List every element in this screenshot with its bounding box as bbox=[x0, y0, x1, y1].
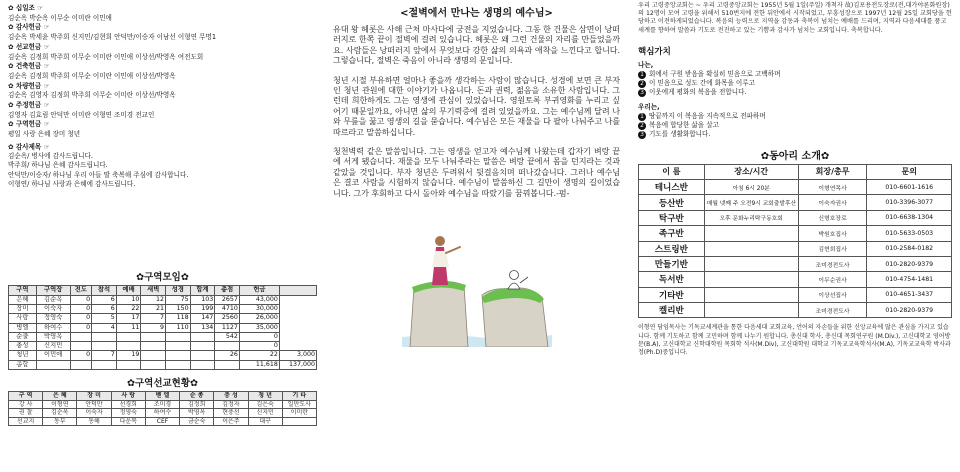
article-paragraph: 청천벽력 같은 말씀입니다. 그는 영생을 얻고자 예수님께 나왔는데 갑자기 벼랑 끝에 서게 됐습니다. 재물을 모두 나눠주라는 말씀은 벼랑 끝에서 몸을 던지라는 것과 같았을 것입니다. 부자 청년은 두려워서 뒷걸음치며 떠나갔습니다. 그러나 예수님은 결코 사람을 시험하지 않습니다. 예수님이 말씀하신 그 길만이 생명의 길이었습니다. 그가 후회하고 다시 돌아와 예수님을 따랐기를 꿈꿔봅니다.-펌- bbox=[333, 146, 620, 198]
group-meeting-title: ✿구역모임✿ bbox=[136, 272, 189, 284]
table-cell: 이미란 bbox=[282, 409, 316, 418]
table-cell: 4 bbox=[92, 323, 117, 332]
table-cell: 1127 bbox=[215, 323, 240, 332]
table-cell: 542 bbox=[215, 332, 240, 341]
table-row bbox=[9, 314, 317, 323]
article-title: <절벽에서 만나는 생명의 예수님> bbox=[400, 8, 553, 19]
table-cell: 병엘 bbox=[9, 323, 37, 332]
table-cell bbox=[116, 360, 141, 369]
table-cell: 010-4651-3437 bbox=[867, 287, 952, 302]
offering-weekly: ✿ 주정헌금 ☞ 김영자 김효림 안덕만 이미란 이형연 조미경 전교인 bbox=[8, 101, 155, 119]
table-cell: 010-5633-0503 bbox=[867, 226, 952, 241]
table-cell bbox=[141, 332, 166, 341]
table-cell: 11,618 bbox=[239, 360, 279, 369]
mission-table bbox=[8, 391, 317, 426]
table-header-row: 구 역 은 혜 장 미 사 랑 벧 엘 순 종 충 성 청 년 기 타 bbox=[9, 392, 317, 401]
table-cell: 010-6638-1304 bbox=[867, 210, 952, 225]
table-cell: 이상선집사 bbox=[798, 287, 867, 302]
table-cell bbox=[190, 332, 215, 341]
table-cell: 신지민 bbox=[36, 342, 70, 351]
cliff-illustration bbox=[402, 207, 552, 347]
table-cell: 17 bbox=[116, 314, 141, 323]
table-cell: 스트링반 bbox=[639, 241, 705, 256]
table-cell: 010-2584-0182 bbox=[867, 241, 952, 256]
group-meeting-table bbox=[8, 285, 317, 370]
table-cell: 하여수 bbox=[145, 409, 179, 418]
table-cell: 김은숙 bbox=[248, 400, 282, 409]
clubs-title: ✿동아리 소개✿ bbox=[760, 150, 830, 162]
offering-thanks: ✿ 감사헌금 ☞ 김순옥 박세윤 박주희 신지민/김현희 안덕만/이승자 이남선 이형연 무명1 bbox=[8, 23, 217, 42]
table-cell: 010-2820-9379 bbox=[867, 303, 952, 318]
table-row bbox=[639, 272, 952, 287]
table-cell: 010-6601-1616 bbox=[867, 179, 952, 194]
offerings-list bbox=[8, 4, 317, 140]
table-cell: 0 bbox=[70, 323, 92, 332]
core-item: 2 이 믿음으로 성도 간에 화목을 이루고 bbox=[638, 79, 952, 88]
table-cell: 선경희 bbox=[111, 400, 145, 409]
table-cell bbox=[704, 256, 798, 271]
mission-title: ✿구역선교현황✿ bbox=[127, 378, 198, 389]
table-row bbox=[639, 287, 952, 302]
table-cell: 정영숙 bbox=[36, 314, 70, 323]
table-cell: 22 bbox=[239, 351, 279, 360]
table-cell: 아침 6시 20분 bbox=[704, 179, 798, 194]
table-cell bbox=[282, 417, 316, 426]
table-cell: 이은주 bbox=[214, 417, 248, 426]
offering-building: ✿ 건축헌금 ☞ 김순옥 김정희 박주희 이무순 이미란 이민애 이상선/박영옥 bbox=[8, 62, 176, 80]
table-cell: 동부 bbox=[43, 417, 77, 426]
table-cell: 이무순권사 bbox=[798, 272, 867, 287]
thanks-line: 이형연/ 하나님 사랑과 은혜에 감사드립니다. bbox=[8, 180, 136, 189]
thanks-line: 박주희/ 하나님 은혜 감사드립니다. bbox=[8, 161, 108, 170]
offering-vehicle: ✿ 차량헌금 ☞ 김순옥 김영자 김정희 박주희 이무순 이미란 이상선/박영옥 bbox=[8, 81, 176, 100]
table-cell bbox=[70, 332, 92, 341]
table-cell bbox=[215, 342, 240, 351]
table-cell: 대구 bbox=[248, 417, 282, 426]
table-cell: 134 bbox=[190, 323, 215, 332]
table-row bbox=[9, 332, 317, 341]
article-paragraph: 청년 시절 부유하면 얼마나 좋을까 생각하는 사람이 많습니다. 성경에 보면 큰 부자인 청년 관원에 대한 이야기가 나옵니다. 돈과 권력, 젊음을 소유한 사람입니다. 그런데 희한하게도 그는 영생에 관심이 있었습니다. 영원토록 부귀영화를 누리고 싶어기 때문일까요, 아니면 삶의 무기력증에 걸려 있었을까요. 그는 예수님께 달려 나와 무릎을 꿇고 영생의 길을 묻습니다. 예수님은 모든 재물을 다 팔아 나눠주고 나를 따르라고 말씀하십니다. bbox=[333, 74, 620, 137]
table-cell bbox=[190, 351, 215, 360]
table-cell: 안덕만 bbox=[77, 400, 111, 409]
table-cell: 35,000 bbox=[239, 323, 279, 332]
table-row bbox=[9, 295, 317, 304]
table-cell: 10 bbox=[116, 295, 141, 304]
table-cell: 9 bbox=[141, 323, 166, 332]
table-cell: 청년 bbox=[9, 351, 37, 360]
table-cell: 147 bbox=[190, 314, 215, 323]
table-cell bbox=[92, 342, 117, 351]
table-cell: 박영옥 bbox=[36, 332, 70, 341]
table-cell bbox=[704, 226, 798, 241]
table-cell: 이형연목사 bbox=[798, 179, 867, 194]
table-cell: 7 bbox=[141, 314, 166, 323]
table-cell: 75 bbox=[166, 295, 191, 304]
table-cell bbox=[116, 342, 141, 351]
table-row bbox=[639, 241, 952, 256]
table-cell: 5 bbox=[92, 314, 117, 323]
table-cell: 7 bbox=[92, 351, 117, 360]
table-cell bbox=[190, 360, 215, 369]
table-cell: 오후 문화누리탁구동호회 bbox=[704, 210, 798, 225]
thanks-line: 김순옥/ 병사에 감사드립니다. bbox=[8, 152, 93, 161]
table-cell: 11 bbox=[116, 323, 141, 332]
table-cell: 010-4754-1481 bbox=[867, 272, 952, 287]
thanks-line: 안덕만/이승자/ 하나님 우리 아들 딸 축복해 주심에 감사합니다. bbox=[8, 170, 189, 179]
table-cell: 매월 넷째 주 오전9시 교회출발후산 bbox=[704, 195, 798, 210]
table-row bbox=[9, 351, 317, 360]
table-cell bbox=[166, 351, 191, 360]
table-cell bbox=[704, 241, 798, 256]
table-cell: 2657 bbox=[215, 295, 240, 304]
table-cell: 강 사 bbox=[9, 400, 43, 409]
table-cell bbox=[190, 342, 215, 351]
table-cell: 김정희 bbox=[180, 400, 214, 409]
table-cell bbox=[70, 360, 92, 369]
table-cell: 하여수 bbox=[36, 323, 70, 332]
table-cell: 이숙자 bbox=[77, 409, 111, 418]
table-row bbox=[9, 417, 317, 426]
table-cell: 권 찰 bbox=[9, 409, 43, 418]
table-cell: 이민애 bbox=[36, 351, 70, 360]
table-row bbox=[639, 256, 952, 271]
table-row bbox=[9, 400, 317, 409]
table-row bbox=[639, 179, 952, 194]
left-column bbox=[0, 0, 323, 472]
table-cell: 이숙자 bbox=[36, 304, 70, 313]
table-cell: 김정자 bbox=[214, 400, 248, 409]
table-cell bbox=[92, 332, 117, 341]
right-column bbox=[630, 0, 960, 472]
table-cell: 118 bbox=[166, 314, 191, 323]
table-cell: 3,000 bbox=[279, 351, 316, 360]
table-cell: 0 bbox=[239, 332, 279, 341]
table-cell: 0 bbox=[70, 295, 92, 304]
core-values: 나는, 1 회에서 구원 받음을 확실히 믿음으로 고백하며 2 이 믿음으로 성도 간에 화목을 이루고 3 이웃에게 평화의 복음을 전합니다. 우리는, 1 땅끝까지 이 복음을 지속적으로 전파하며 2 복음에 합당한 삶을 살고 3 기도를 생활화합니다. bbox=[638, 61, 952, 140]
table-cell bbox=[141, 342, 166, 351]
offering-tithe: ✿ 십일조 ☞ 김순옥 박순옥 이무순 이미란 이민애 bbox=[8, 4, 112, 22]
table-cell: 6 bbox=[92, 295, 117, 304]
table-cell: 110 bbox=[166, 323, 191, 332]
table-row bbox=[9, 323, 317, 332]
table-cell bbox=[92, 360, 117, 369]
table-cell bbox=[36, 360, 70, 369]
table-cell: 현충선 bbox=[214, 409, 248, 418]
table-cell: 은혜 bbox=[9, 295, 37, 304]
church-intro: 우리 고령중앙교회는 ~ 우리 고령중앙교회는 1955년 5월 1일(주일) 개척자 故)김포용전도장로(전,대가야론화원장)의 12명이 모여 고령을 위해서 510번지에 전한 뒤안에서 시작되었고, 부흥성장으로 1997년 12월 25일 교회당을 헌당하고 이전하게되었습니다. 복음의 능력으로 지역을 감동과 축복이 넘치는 예배를 드리며, 지역과 다음세대를 품고 세계를 향하여 말씀과 기도로 전진하고 있는 기쁨과 감사가 넘치는 교회입니다. 축복합니다. bbox=[638, 2, 952, 34]
table-cell bbox=[166, 342, 191, 351]
offering-group: ✿ 구역헌금 ☞ 평일 사랑 은혜 장미 청년 bbox=[8, 120, 81, 139]
table-row bbox=[639, 226, 952, 241]
article-paragraph: 유대 왕 헤롯은 사해 근처 마사다에 궁전을 지었습니다. 그동 한 건물은 삼면이 낭떠러지로 한쪽 끝이 절벽에 걸려 있습니다. 헤롯은 왜 그런 건물의 자리를 만들었을까요. 사람들은 낭떠러지 앞에서 무엇보다 강한 삶의 의욕과 애착을 느낀다고 합니다. 그렇습니다, 절벽은 죽음이 아니라 생명의 문입니다. bbox=[333, 24, 620, 66]
core-item: 2 복음에 합당한 삶을 살고 bbox=[638, 121, 952, 130]
table-cell bbox=[166, 332, 191, 341]
table-cell bbox=[141, 351, 166, 360]
core-values-title: 핵심가치 bbox=[638, 46, 671, 57]
table-cell: 0 bbox=[70, 351, 92, 360]
table-cell: 김현희집사 bbox=[798, 241, 867, 256]
table-cell: 다운목 bbox=[111, 417, 145, 426]
table-cell: 독서반 bbox=[639, 272, 705, 287]
table-cell: 김순옥 bbox=[43, 409, 77, 418]
table-row bbox=[639, 195, 952, 210]
table-cell: 6 bbox=[92, 304, 117, 313]
table-cell bbox=[166, 360, 191, 369]
table-cell: 사랑 bbox=[9, 314, 37, 323]
thanks-section: ✿ 감사제목 ☞ 김순옥/ 병사에 감사드립니다. 박주희/ 하나님 은혜 감사드립니다. 안덕만/이승자/ 하나님 우리 아들 딸 축복해 주심에 감사합니다. 이형연/ 하나님 사랑과 은혜에 감사드립니다. bbox=[8, 143, 317, 189]
table-row bbox=[9, 304, 317, 313]
table-cell: 010-3396-3077 bbox=[867, 195, 952, 210]
table-row bbox=[639, 303, 952, 318]
table-cell: 30,000 bbox=[239, 304, 279, 313]
table-cell: 박영옥 bbox=[180, 409, 214, 418]
table-cell: 등산반 bbox=[639, 195, 705, 210]
table-cell bbox=[704, 272, 798, 287]
table-cell: 26 bbox=[215, 351, 240, 360]
middle-column bbox=[327, 0, 624, 472]
table-cell: 테니스반 bbox=[639, 179, 705, 194]
table-cell: 정영숙 bbox=[111, 409, 145, 418]
table-cell: 총합 bbox=[9, 360, 37, 369]
core-item: 3 이웃에게 평화의 복음을 전합니다. bbox=[638, 88, 952, 97]
table-cell: 조미경전도사 bbox=[798, 256, 867, 271]
table-row bbox=[9, 360, 317, 369]
table-cell: 0 bbox=[239, 342, 279, 351]
table-cell: 103 bbox=[190, 295, 215, 304]
core-item: 1 땅끝까지 이 복음을 지속적으로 전파하며 bbox=[638, 112, 952, 121]
table-cell bbox=[704, 287, 798, 302]
table-cell: 일만도사 bbox=[282, 400, 316, 409]
table-cell: 동해 bbox=[77, 417, 111, 426]
table-row bbox=[9, 342, 317, 351]
table-cell: 199 bbox=[190, 304, 215, 313]
table-cell: 박원호집사 bbox=[798, 226, 867, 241]
table-cell bbox=[116, 332, 141, 341]
table-cell: 12 bbox=[141, 295, 166, 304]
offering-mission: ✿ 선교헌금 ☞ 김순옥 김정희 박주희 이무순 이미란 이민애 이상선/박영옥 여전도회 bbox=[8, 42, 204, 61]
table-cell: 010-2820-9379 bbox=[867, 256, 952, 271]
table-header-row: 이 름 장소/시간 회장/총무 문의 bbox=[639, 164, 952, 179]
table-cell: 금순숙 bbox=[180, 417, 214, 426]
clubs-table bbox=[638, 164, 952, 319]
table-cell: 21 bbox=[141, 304, 166, 313]
table-cell: 김순옥 bbox=[36, 295, 70, 304]
table-cell: 탁구반 bbox=[639, 210, 705, 225]
table-cell: 0 bbox=[70, 304, 92, 313]
table-cell: 충성 bbox=[9, 342, 37, 351]
core-item: 3 기도를 생활화합니다. bbox=[638, 130, 952, 139]
core-item: 1 회에서 구원 받음을 확실히 믿음으로 고백하며 bbox=[638, 70, 952, 79]
pastor-profile: 이형연 담임목사는 기독교세계관을 통한 다음세대 교회교육, 언어의 자손들을 위한 신앙교육에 많은 관심을 가지고 있습니다. 함께 기도하고 함께 고민하며 함께 나누기 원합니다. 총신대 학사, 총신대 목회연구원 (M.Div.), 고신대학교 영어방문(B.A), 고신대학교 신학대학원 목회학 석사(M.Div), 고신대학원 대학교 기독교교육학석사(M.A), 기독교교육학 박사과정(Ph.D)중입니다. bbox=[638, 324, 951, 356]
table-cell: 선교지 bbox=[9, 417, 43, 426]
table-cell: 19 bbox=[116, 351, 141, 360]
table-cell: 기타반 bbox=[639, 287, 705, 302]
table-cell: 137,000 bbox=[279, 360, 316, 369]
table-cell: 0 bbox=[70, 314, 92, 323]
table-cell: 150 bbox=[166, 304, 191, 313]
table-header-row: 구역 구역장 전도 참석 예배 새벽 성경 합계 총점 헌금 bbox=[9, 286, 317, 295]
table-cell: 순출 bbox=[9, 332, 37, 341]
mission-rows bbox=[9, 400, 317, 426]
table-cell: 켈리반 bbox=[639, 303, 705, 318]
table-cell: 신형호장로 bbox=[798, 210, 867, 225]
table-cell: 2560 bbox=[215, 314, 240, 323]
table-cell: 조미경전도사 bbox=[798, 303, 867, 318]
clubs-rows bbox=[639, 179, 952, 318]
table-row bbox=[639, 210, 952, 225]
table-cell: 43,000 bbox=[239, 295, 279, 304]
table-cell: 만들기반 bbox=[639, 256, 705, 271]
table-cell bbox=[215, 360, 240, 369]
table-cell bbox=[704, 303, 798, 318]
table-cell: 장미 bbox=[9, 304, 37, 313]
table-cell: 조미경 bbox=[145, 400, 179, 409]
table-cell: 이형연 bbox=[43, 400, 77, 409]
table-cell bbox=[141, 360, 166, 369]
table-cell: 26,000 bbox=[239, 314, 279, 323]
table-cell: 신지민 bbox=[248, 409, 282, 418]
table-cell: CEF bbox=[145, 417, 179, 426]
table-cell: 이숙자권사 bbox=[798, 195, 867, 210]
table-cell: 22 bbox=[116, 304, 141, 313]
table-cell bbox=[70, 342, 92, 351]
table-cell: 족구반 bbox=[639, 226, 705, 241]
table-row bbox=[9, 409, 317, 418]
group-meeting-rows bbox=[9, 295, 317, 369]
table-cell: 4710 bbox=[215, 304, 240, 313]
